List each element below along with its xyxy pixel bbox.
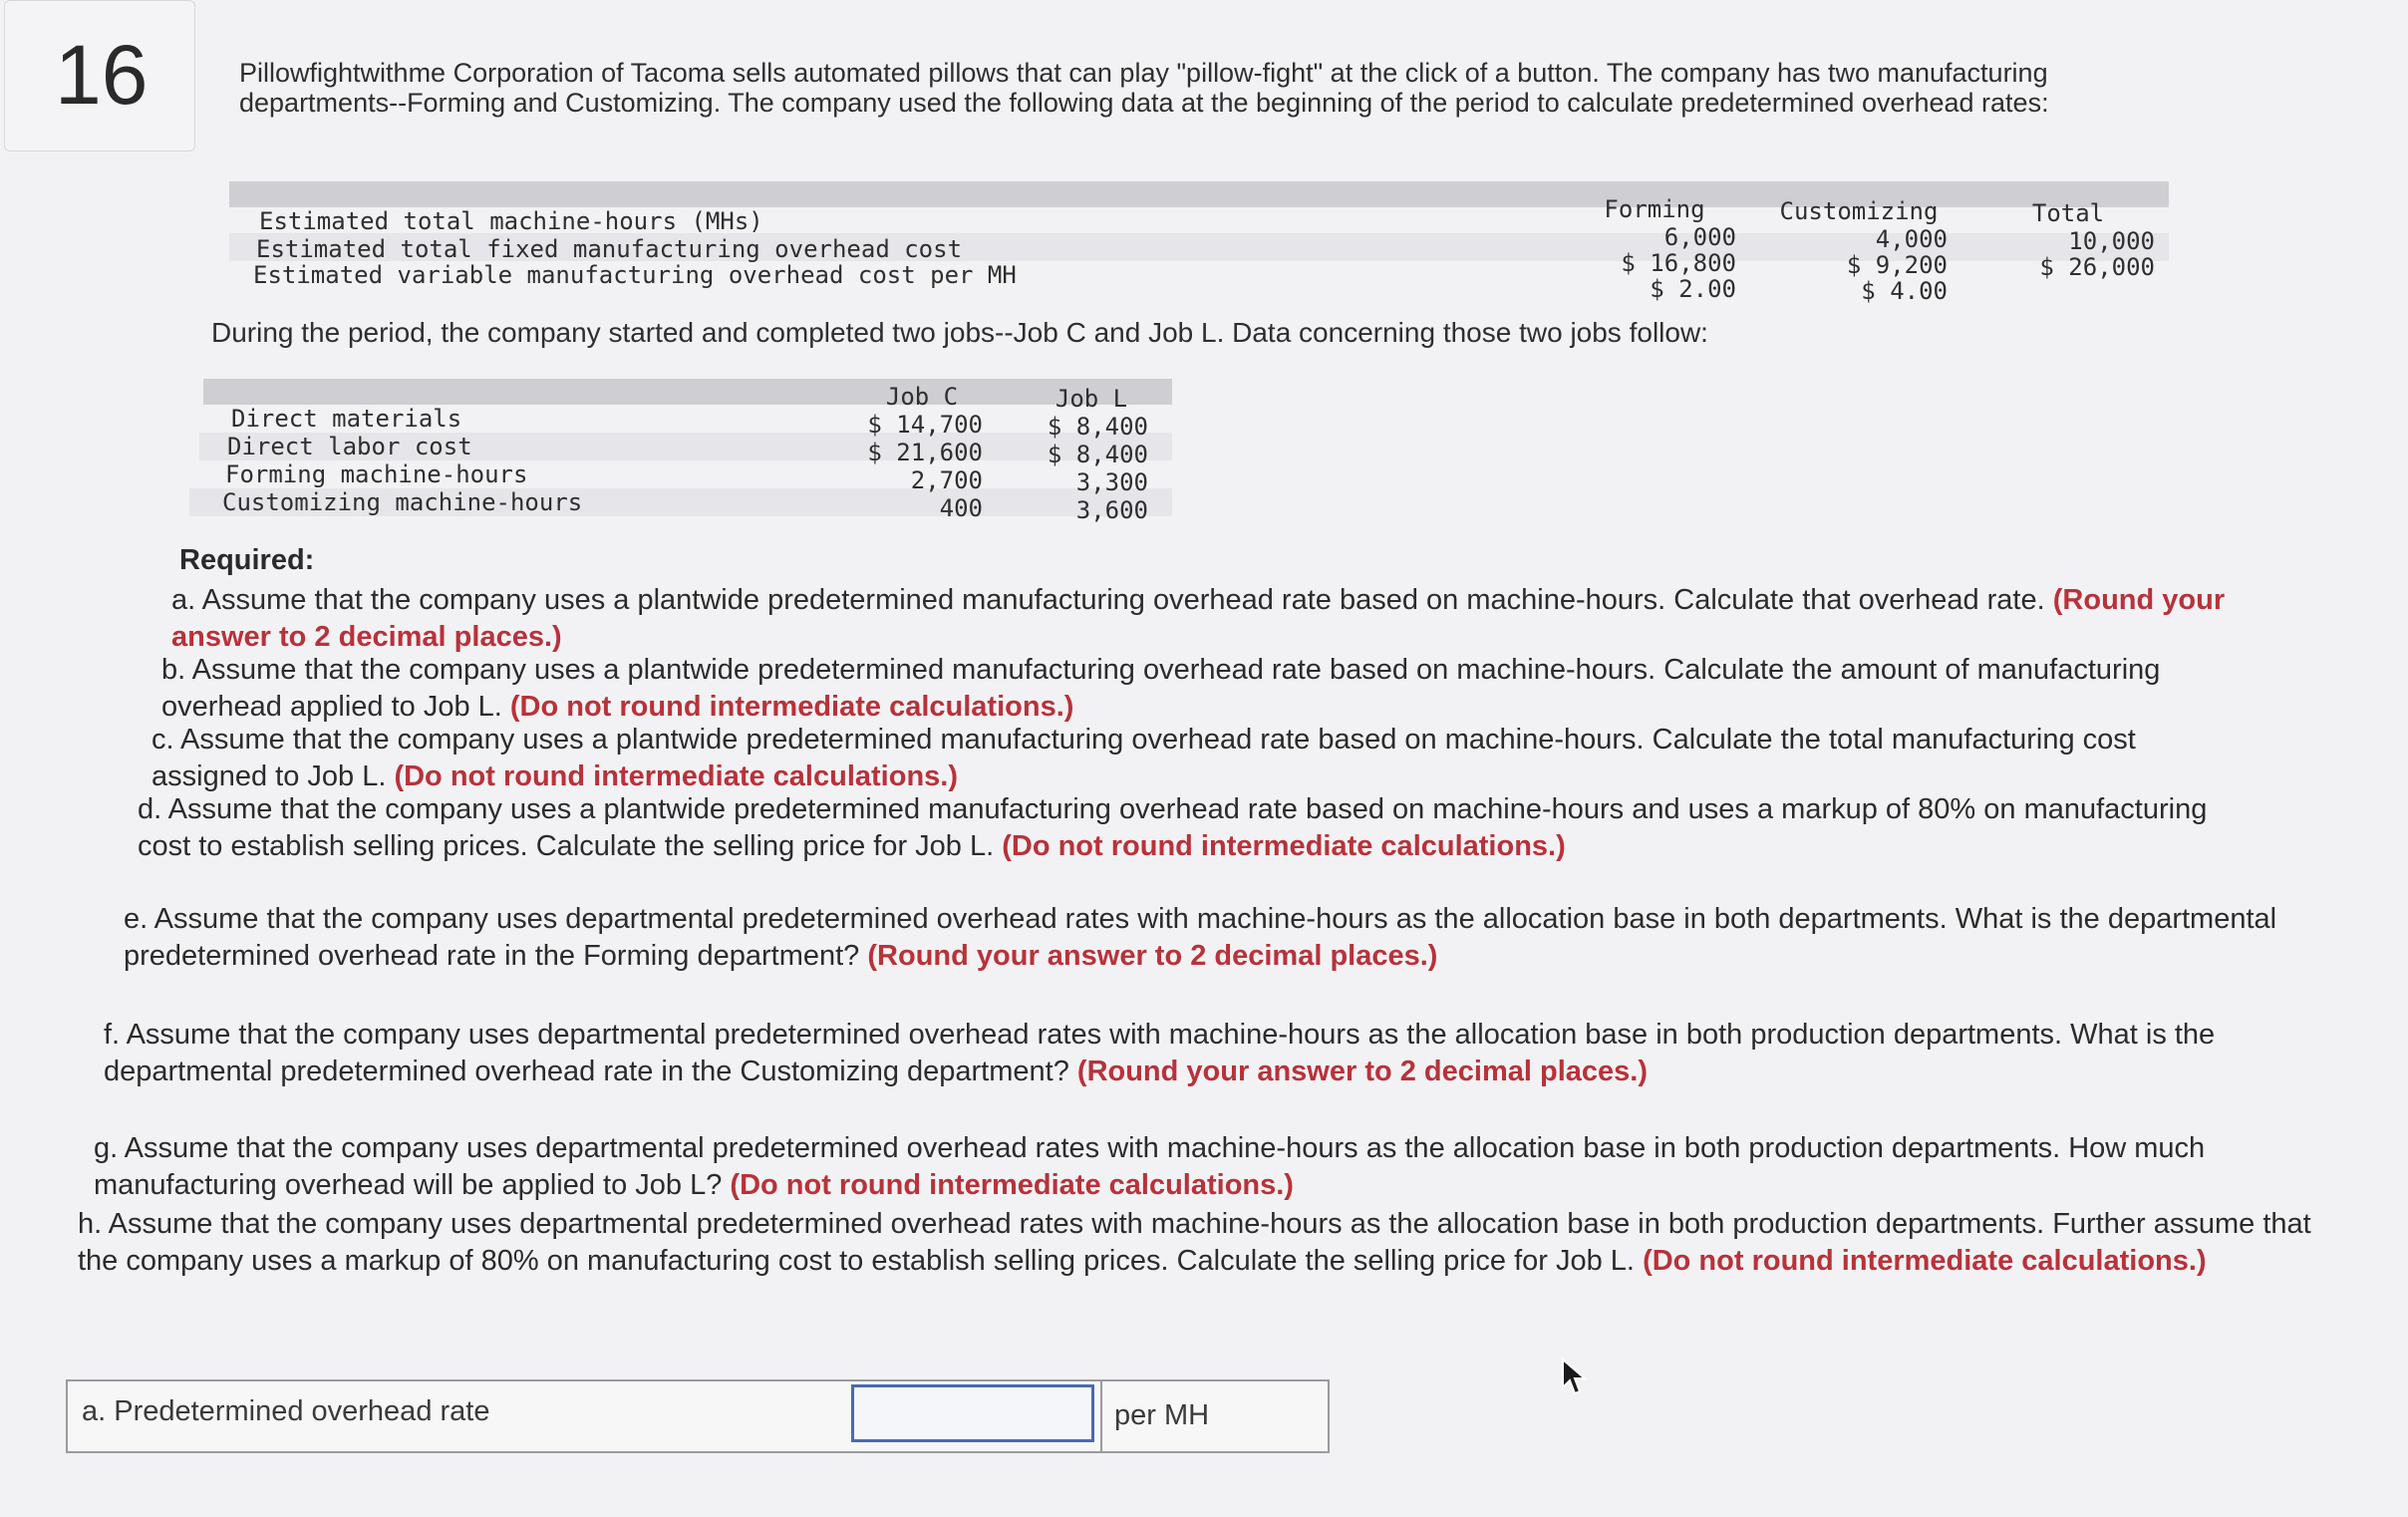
question-e-text: e. Assume that the company uses departmental predetermined overhead rates with machine-hours as the allocation base in both departments. What is the departmental predetermined overhead rate in the Forming department?: [124, 903, 2277, 972]
question-c: [151, 722, 2255, 795]
cell-jobc-labor: $ 21,600: [867, 439, 983, 466]
question-number-tile: [4, 0, 195, 152]
question-f: [104, 1017, 2366, 1090]
question-number: 16: [55, 28, 149, 122]
question-h: [78, 1206, 2340, 1280]
question-d-text: d. Assume that the company uses a plantwide predetermined manufacturing overhead rate based on machine-hours and uses a markup of 80% on manufacturing cost to establish selling prices. Calculate the selling price for Job L.: [138, 793, 2208, 862]
question-e: [124, 901, 2316, 975]
overhead-rate-input[interactable]: [851, 1384, 1094, 1442]
question-f-text: f. Assume that the company uses departmental predetermined overhead rates with machine-hours as the allocation base in both production departments. What is the departmental predetermined overhead rate in the Customizing department?: [104, 1019, 2216, 1087]
answer-row: [66, 1379, 1330, 1453]
col-header-total: Total: [2031, 199, 2105, 227]
question-c-text: c. Assume that the company uses a plantwide predetermined manufacturing overhead rate based on machine-hours. Calculate the total manufacturing cost assigned to Job L.: [151, 724, 2136, 792]
col-header-job-l: Job L: [1054, 385, 1128, 413]
mouse-pointer-icon: [1561, 1358, 1591, 1397]
question-e-note: (Round your answer to 2 decimal places.): [867, 940, 1438, 972]
question-b: [161, 652, 2255, 726]
question-a-text: a. Assume that the company uses a plantwide predetermined manufacturing overhead rate based on machine-hours. Calculate that overhead rate.: [171, 584, 2045, 616]
cell-total-fixed: $ 26,000: [2039, 253, 2155, 281]
cell-jobc-customizing-mh: 400: [939, 494, 983, 522]
cell-forming-mhs: 6,000: [1663, 223, 1736, 251]
answer-unit: per MH: [1114, 1399, 1210, 1431]
cell-jobl-customizing-mh: 3,600: [1075, 496, 1148, 524]
row-label-forming-mh: Forming machine-hours: [225, 460, 528, 488]
question-a-note: (Round your answer to 2 decimal places.): [171, 584, 2226, 653]
cell-forming-variable: $ 2.00: [1650, 275, 1736, 303]
question-f-note: (Round your answer to 2 decimal places.): [1076, 1056, 1648, 1087]
question-d: [138, 791, 2251, 865]
cell-jobl-forming-mh: 3,300: [1075, 468, 1148, 496]
col-header-forming: Forming: [1604, 195, 1705, 223]
question-b-note: (Do not round intermediate calculations.): [509, 691, 1074, 723]
row-label-customizing-mh: Customizing machine-hours: [222, 488, 583, 516]
cell-jobl-materials: $ 8,400: [1047, 413, 1148, 441]
problem-intro: Pillowfightwithme Corporation of Tacoma sells automated pillows that can play "pillow-fight" at the click of a button. The company has two manufacturing departments--Forming and Customizing. The company used the following data at the beginning of the period to calculate predetermined overhead rates:: [239, 58, 2049, 118]
question-d-note: (Do not round intermediate calculations.): [1002, 830, 1566, 862]
row-label-materials: Direct materials: [231, 405, 462, 433]
question-g-text: g. Assume that the company uses departmental predetermined overhead rates with machine-hours as the allocation base in both production departments. How much manufacturing overhead will be applied to Job L?: [94, 1132, 2206, 1201]
cell-jobc-forming-mh: 2,700: [910, 466, 983, 494]
jobs-intro: During the period, the company started and completed two jobs--Job C and Job L. Data concerning those two jobs follow:: [211, 317, 1708, 348]
question-c-note: (Do not round intermediate calculations.): [394, 760, 958, 792]
question-h-note: (Do not round intermediate calculations.): [1643, 1245, 2207, 1277]
cell-jobc-materials: $ 14,700: [867, 411, 983, 439]
cell-customizing-fixed: $ 9,200: [1846, 251, 1948, 279]
cell-customizing-mhs: 4,000: [1875, 225, 1948, 253]
answer-divider: [1100, 1381, 1102, 1451]
cell-jobl-labor: $ 8,400: [1047, 441, 1148, 468]
question-g-note: (Do not round intermediate calculations.): [730, 1169, 1294, 1201]
answer-label: a. Predetermined overhead rate: [82, 1395, 490, 1427]
row-label-fixed: Estimated total fixed manufacturing overhead cost: [256, 235, 963, 263]
row-label-variable: Estimated variable manufacturing overhead cost per MH: [253, 261, 1017, 289]
question-b-text: b. Assume that the company uses a plantwide predetermined manufacturing overhead rate based on machine-hours. Calculate the amount of manufacturing overhead applied to Job L.: [161, 654, 2161, 723]
cell-customizing-variable: $ 4.00: [1861, 277, 1948, 305]
required-heading: Required:: [179, 544, 315, 576]
cell-total-mhs: 10,000: [2068, 227, 2155, 255]
question-h-text: h. Assume that the company uses departmental predetermined overhead rates with machine-hours as the allocation base in both production departments. Further assume that the company uses a markup of 80% on manufacturing cost to establish selling prices. Calculate the selling price for Job L.: [78, 1208, 2311, 1277]
cell-forming-fixed: $ 16,800: [1621, 249, 1736, 277]
question-g: [94, 1130, 2326, 1204]
col-header-job-c: Job C: [885, 383, 959, 411]
col-header-customizing: Customizing: [1779, 197, 1939, 225]
row-label-labor: Direct labor cost: [227, 433, 472, 460]
row-label-mhs: Estimated total machine-hours (MHs): [259, 207, 763, 235]
question-a: [171, 582, 2255, 656]
